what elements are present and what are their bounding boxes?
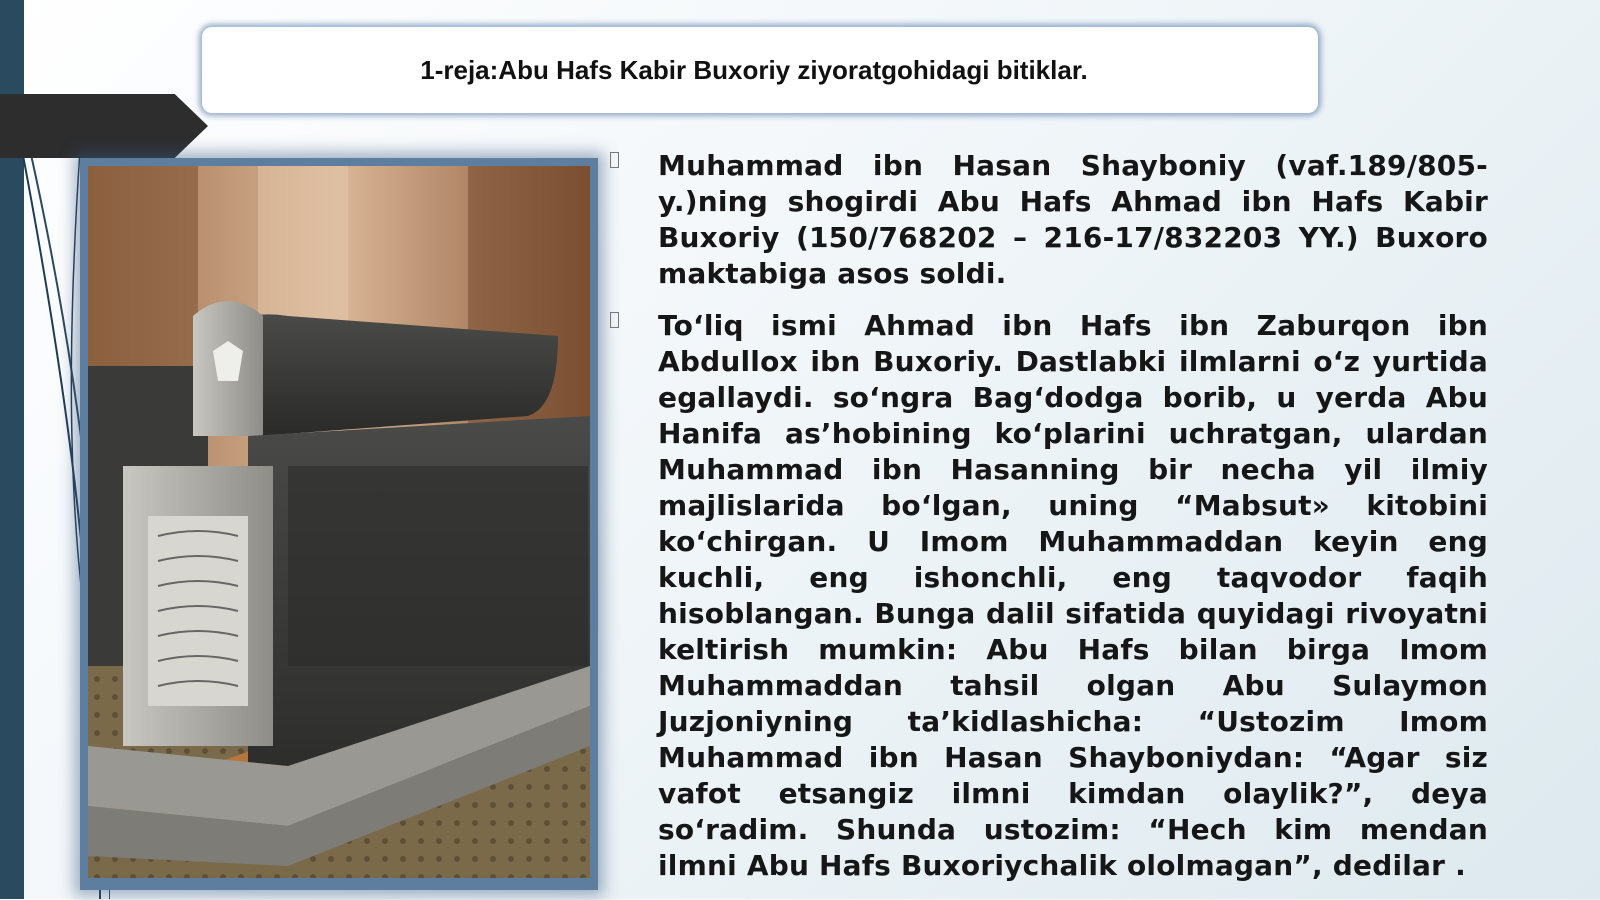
list-item-text: Muhammad ibn Hasan Shayboniy (vaf.189/805-y.)ning shogirdi Abu Hafs Ahmad ibn Hafs Kabir Buxoriy (150/768202 – 216-17/832203 YY.) Buxoro maktabiga asos soldi. — [658, 149, 1488, 290]
decorative-arrow — [0, 94, 208, 158]
list-item-text: To‘liq ismi Ahmad ibn Hafs ibn Zaburqon ibn Abdullox ibn Buxoriy. Dastlabki ilmlarni o‘z yurtida egallaydi. so‘ngra Bag‘dodga borib, u yerda Abu Hanifa as’hobining ko‘plarini uchratgan, ulardan Muhammad ibn Hasanning bir necha yil ilmiy majlislarida bo‘lgan, uning “Mabsut» kitobini ko‘chirgan. U Imom Muhammaddan keyin eng kuchli, eng ishonchli, eng taqvodor faqih hisoblangan. Bunga dalil sifatida quyidagi rivoyatni keltirish mumkin: Abu Hafs bilan birga Imom Muhammaddan tahsil olgan Abu Sulaymon Juzjoniyning ta’kidlashicha: “Ustozim Imom Muhammad ibn Hasan Shayboniydan: “Agar siz vafot etsangiz ilmni kimdan olaylik?”, deya so‘radim. Shunda ustozim: “Hech kim mendan ilmni Abu Hafs Buxoriychalik ololmagan”, dedilar . — [658, 309, 1488, 882]
slide-title: 1-reja:Abu Hafs Kabir Buxoriy ziyoratgohidagi bitiklar. — [420, 54, 1088, 85]
tomb-photo — [88, 166, 590, 878]
photo-frame — [80, 158, 598, 890]
content-list — [610, 148, 1488, 900]
bullet-box-icon — [610, 152, 619, 168]
bullet-box-icon — [610, 312, 619, 328]
list-item — [610, 148, 1488, 292]
list-item — [610, 308, 1488, 884]
title-box — [202, 27, 1318, 113]
